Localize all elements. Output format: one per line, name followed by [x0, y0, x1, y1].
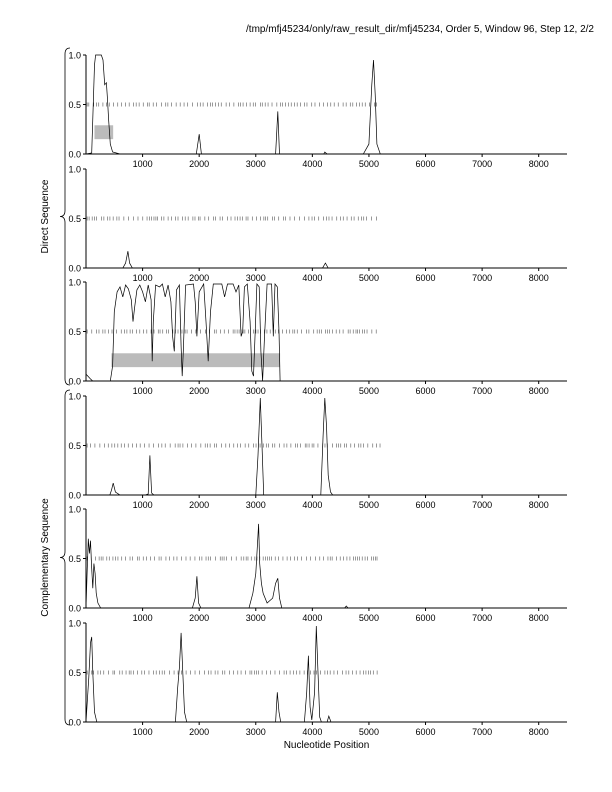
highlight-region: [111, 353, 280, 367]
x-tick-label: 3000: [245, 159, 266, 169]
x-axis-title: Nucleotide Position: [283, 740, 370, 751]
x-tick-label: 4000: [302, 159, 323, 169]
y-tick-label: 0.0: [68, 490, 81, 501]
x-tick-label: 1000: [132, 613, 153, 623]
x-tick-label: 6000: [415, 159, 436, 169]
x-tick-label: 8000: [528, 500, 549, 510]
series-line: [86, 524, 380, 608]
panel-6: [68, 619, 567, 738]
x-tick-label: 7000: [472, 273, 493, 283]
x-tick-label: 8000: [528, 613, 549, 623]
x-tick-label: 8000: [528, 159, 549, 169]
y-tick-label: 0.0: [68, 149, 81, 160]
y-tick-label: 0.0: [68, 263, 81, 274]
x-tick-label: 1000: [132, 500, 153, 510]
x-tick-label: 4000: [302, 613, 323, 623]
x-tick-label: 4000: [302, 727, 323, 737]
x-tick-label: 7000: [472, 500, 493, 510]
x-tick-label: 6000: [415, 727, 436, 737]
series-line: [86, 55, 380, 154]
panel-1: [68, 51, 567, 170]
y-tick-label: 1.0: [68, 50, 81, 61]
y-tick-label: 0.5: [68, 327, 81, 337]
y-tick-label: 1.0: [68, 391, 81, 402]
highlight-region: [94, 125, 113, 139]
x-tick-label: 3000: [245, 386, 266, 396]
x-tick-label: 2000: [189, 273, 210, 283]
x-tick-label: 3000: [245, 613, 266, 623]
x-tick-label: 6000: [415, 273, 436, 283]
x-tick-label: 4000: [302, 386, 323, 396]
direct-sequence-label: Direct Sequence: [40, 179, 51, 254]
y-tick-label: 0.0: [68, 717, 81, 728]
y-tick-label: 0.0: [68, 603, 81, 614]
x-tick-label: 3000: [245, 727, 266, 737]
y-tick-label: 0.5: [68, 668, 81, 678]
y-tick-label: 0.5: [68, 441, 81, 451]
x-tick-label: 8000: [528, 273, 549, 283]
x-tick-label: 1000: [132, 386, 153, 396]
y-tick-label: 0.5: [68, 214, 81, 224]
header-title: /tmp/mfj45234/only/raw_result_dir/mfj45234, Order 5, Window 96, Step 12, 2/2: [246, 24, 594, 35]
x-tick-label: 1000: [132, 727, 153, 737]
y-tick-label: 1.0: [68, 618, 81, 629]
x-tick-label: 8000: [528, 727, 549, 737]
panel-4: [68, 392, 567, 511]
x-tick-label: 7000: [472, 386, 493, 396]
panel-3: [68, 278, 567, 397]
x-tick-label: 1000: [132, 159, 153, 169]
y-tick-label: 1.0: [68, 504, 81, 515]
y-tick-label: 1.0: [68, 277, 81, 288]
x-tick-label: 4000: [302, 273, 323, 283]
x-tick-label: 1000: [132, 273, 153, 283]
x-tick-label: 8000: [528, 386, 549, 396]
x-tick-label: 5000: [358, 500, 379, 510]
panel-5: [68, 505, 567, 624]
x-tick-label: 3000: [245, 500, 266, 510]
x-tick-label: 6000: [415, 613, 436, 623]
x-tick-label: 4000: [302, 500, 323, 510]
x-tick-label: 2000: [189, 386, 210, 396]
x-tick-label: 5000: [358, 159, 379, 169]
x-tick-label: 5000: [358, 613, 379, 623]
x-tick-label: 5000: [358, 386, 379, 396]
x-tick-label: 6000: [415, 386, 436, 396]
x-tick-label: 7000: [472, 727, 493, 737]
x-tick-label: 5000: [358, 727, 379, 737]
x-tick-label: 7000: [472, 613, 493, 623]
x-tick-label: 2000: [189, 613, 210, 623]
x-tick-label: 2000: [189, 727, 210, 737]
complementary-sequence-label: Complementary Sequence: [40, 498, 51, 617]
series-line: [86, 251, 380, 268]
y-tick-label: 1.0: [68, 164, 81, 175]
panel-2: [68, 165, 567, 284]
x-tick-label: 7000: [472, 159, 493, 169]
y-tick-label: 0.5: [68, 554, 81, 564]
x-tick-label: 3000: [245, 273, 266, 283]
y-tick-label: 0.0: [68, 376, 81, 387]
x-tick-label: 2000: [189, 159, 210, 169]
x-tick-label: 6000: [415, 500, 436, 510]
x-tick-label: 2000: [189, 500, 210, 510]
y-tick-label: 0.5: [68, 100, 81, 110]
x-tick-label: 5000: [358, 273, 379, 283]
